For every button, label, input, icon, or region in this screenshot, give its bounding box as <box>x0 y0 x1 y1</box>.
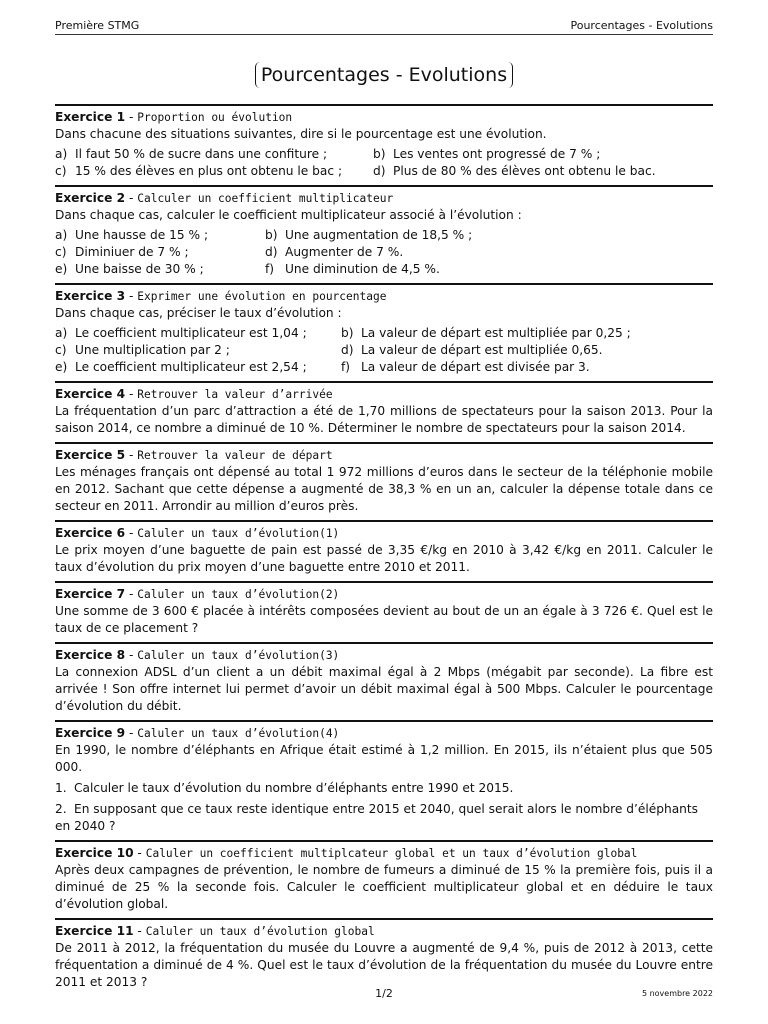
exercise-number: Exercice 3 <box>55 289 126 303</box>
exercise-list <box>55 104 713 996</box>
list-item: d) Plus de 80 % des élèves ont obtenu le bac. <box>373 164 656 178</box>
exercise-number: Exercice 2 <box>55 191 126 205</box>
header-class: Première STMG <box>55 19 140 32</box>
exercise-text: Après deux campagnes de prévention, le nombre de fumeurs a diminué de 15 % la première fois, puis il a diminué de 25 % la seconde fois. Calculer le coefficient multiplicateur global et en déduire le taux d’évolution global. <box>55 863 713 911</box>
numbered-list <box>55 780 713 835</box>
page-title: Pourcentages - Evolutions <box>255 62 513 88</box>
exercise-8: Exercice 8 - Caluler un taux d’évolution(3) La connexion ADSL d’un client a un débit maximal égal à 2 Mbps (mégabit par seconde). La fibre est arrivée ! Son offre internet lui permet d’avoir un débit maximal égal à 500 Mbps. Calculer le pourcentage d’évolution du débit. <box>55 642 713 715</box>
list-item: f) La valeur de départ est divisée par 3. <box>341 360 590 374</box>
exercise-subtitle: Calculer un coefficient multiplicateur <box>137 192 394 205</box>
item-grid <box>55 325 713 376</box>
exercise-subtitle: Exprimer une évolution en pourcentage <box>137 290 387 303</box>
exercise-7: Exercice 7 - Caluler un taux d’évolution(2) Une somme de 3 600 € placée à intérêts composées devient au bout de un an égale à 3 726 €. Quel est le taux de ce placement ? <box>55 581 713 637</box>
item-grid <box>55 146 713 180</box>
page-number: 1/2 <box>375 987 393 1000</box>
exercise-number: Exercice 6 <box>55 526 126 540</box>
exercise-number: Exercice 5 <box>55 448 126 462</box>
list-item: a) Une hausse de 15 % ; <box>55 228 209 242</box>
exercise-subtitle: Proportion ou évolution <box>137 111 293 124</box>
list-item: 2. En supposant que ce taux reste identique entre 2015 et 2040, quel serait alors le nombre d’éléphants en 2040 ? <box>55 802 699 833</box>
exercise-number: Exercice 9 <box>55 726 126 740</box>
item-grid <box>55 227 713 278</box>
exercise-text: La connexion ADSL d’un client a un débit maximal égal à 2 Mbps (mégabit par seconde). La fibre est arrivée ! Son offre internet lui permet d’avoir un débit maximal égal à 500 Mbps. Calculer le pourcentage d’évolution du débit. <box>55 665 713 713</box>
list-item: b) Une augmentation de 18,5 % ; <box>265 228 473 242</box>
list-item: d) La valeur de départ est multipliée 0,65. <box>341 343 603 357</box>
exercise-subtitle: Retrouver la valeur de départ <box>137 449 333 462</box>
exercise-text: Une somme de 3 600 € placée à intérêts composées devient au bout de un an égale à 3 726 €. Quel est le taux de ce placement ? <box>55 604 713 635</box>
exercise-number: Exercice 11 <box>55 924 134 938</box>
exercise-subtitle: Caluler un taux d’évolution(4) <box>137 727 340 740</box>
exercise-intro: Dans chaque cas, préciser le taux d’évolution : <box>55 306 342 320</box>
exercise-number: Exercice 7 <box>55 587 126 601</box>
exercise-intro: Dans chaque cas, calculer le coefficient multiplicateur associé à l’évolution : <box>55 208 522 222</box>
exercise-subtitle: Caluler un taux d’évolution global <box>145 925 375 938</box>
list-item: a) Le coefficient multiplicateur est 1,04 ; <box>55 326 307 340</box>
exercise-subtitle: Caluler un taux d’évolution(2) <box>137 588 340 601</box>
title-wrap <box>0 62 768 88</box>
list-item: e) Une baisse de 30 % ; <box>55 262 204 276</box>
list-item: b) Les ventes ont progressé de 7 % ; <box>373 147 601 161</box>
exercise-text: Le prix moyen d’une baguette de pain est passé de 3,35 €/kg en 2010 à 3,42 €/kg en 2011. Calculer le taux d’évolution du prix moyen d’une baguette entre 2010 et 2011. <box>55 543 713 574</box>
exercise-number: Exercice 1 <box>55 110 126 124</box>
exercise-number: Exercice 4 <box>55 387 126 401</box>
exercise-number: Exercice 8 <box>55 648 126 662</box>
footer-date: 5 novembre 2022 <box>641 989 713 998</box>
list-item: d) Augmenter de 7 %. <box>265 245 404 259</box>
list-item: f) Une diminution de 4,5 %. <box>265 262 440 276</box>
exercise-text: La fréquentation d’un parc d’attraction a été de 1,70 millions de spectateurs pour la saison 2013. Pour la saison 2014, ce nombre a diminué de 10 %. Déterminer le nombre de spectateurs pour la saison 2014. <box>55 404 713 435</box>
exercise-intro: En 1990, le nombre d’éléphants en Afrique était estimé à 1,2 million. En 2015, ils n’étaient plus que 505 000. <box>55 743 713 774</box>
exercise-5: Exercice 5 - Retrouver la valeur de départ Les ménages français ont dépensé au total 1 972 millions d’euros dans le secteur de la téléphonie mobile en 2012. Sachant que cette dépense a augmenté de 38,3 % en un an, calculer la dépense totale dans ce secteur en 2011. Arrondir au million d’euros près. <box>55 442 713 515</box>
exercise-4: Exercice 4 - Retrouver la valeur d’arrivée La fréquentation d’un parc d’attraction a été de 1,70 millions de spectateurs pour la saison 2013. Pour la saison 2014, ce nombre a diminué de 10 %. Déterminer le nombre de spectateurs pour la saison 2014. <box>55 381 713 437</box>
exercise-number: Exercice 10 <box>55 846 134 860</box>
exercise-subtitle: Caluler un taux d’évolution(3) <box>137 649 340 662</box>
list-item: a) Il faut 50 % de sucre dans une confiture ; <box>55 147 328 161</box>
exercise-6: Exercice 6 - Caluler un taux d’évolution(1) Le prix moyen d’une baguette de pain est passé de 3,35 €/kg en 2010 à 3,42 €/kg en 2011. Calculer le taux d’évolution du prix moyen d’une baguette entre 2010 et 2011. <box>55 520 713 576</box>
header-topic: Pourcentages - Evolutions <box>570 19 713 32</box>
header-rule <box>55 34 713 35</box>
exercise-9: Exercice 9 - Caluler un taux d’évolution(4) En 1990, le nombre d’éléphants en Afrique était estimé à 1,2 million. En 2015, ils n’étaient plus que 505 000. 1. Calculer le taux d’évolution du nombre d’éléphants entre 1990 et 2015. 2. En supposant que ce taux reste identique entre 2015 et 2040, quel serait alors le nombre d’éléphants en 2040 ? <box>55 720 713 835</box>
exercise-2: Exercice 2 - Calculer un coefficient multiplicateur Dans chaque cas, calculer le coefficient multiplicateur associé à l’évolution : a) Une hausse de 15 % ; b) Une augmentation de 18,5 % ; c) Diminiuer de 7 % ; d) Augmenter de 7 %. e) Une baisse de 30 % ; f) Une diminution de 4,5 %. <box>55 185 713 278</box>
exercise-10: Exercice 10 - Caluler un coefficient multiplcateur global et un taux d’évolution global Après deux campagnes de prévention, le nombre de fumeurs a diminué de 15 % la première fois, puis il a diminué de 25 % la seconde fois. Calculer le coefficient multiplicateur global et en déduire le taux d’évolution global. <box>55 840 713 913</box>
list-item: c) Une multiplication par 2 ; <box>55 343 230 357</box>
list-item: c) Diminiuer de 7 % ; <box>55 245 189 259</box>
exercise-1: Exercice 1 - Proportion ou évolution Dans chacune des situations suivantes, dire si le pourcentage est une évolution. a) Il faut 50 % de sucre dans une confiture ; b) Les ventes ont progressé de 7 % ; c) 15 % des élèves en plus ont obtenu le bac ; d) Plus de 80 % des élèves ont obtenu le bac. <box>55 104 713 180</box>
list-item: c) 15 % des élèves en plus ont obtenu le bac ; <box>55 164 343 178</box>
exercise-text: Les ménages français ont dépensé au total 1 972 millions d’euros dans le secteur de la téléphonie mobile en 2012. Sachant que cette dépense a augmenté de 38,3 % en un an, calculer la dépense totale dans ce secteur en 2011. Arrondir au million d’euros près. <box>55 465 713 513</box>
list-item: b) La valeur de départ est multipliée par 0,25 ; <box>341 326 631 340</box>
list-item: e) Le coefficient multiplicateur est 2,54 ; <box>55 360 307 374</box>
exercise-text: De 2011 à 2012, la fréquentation du musée du Louvre a augmenté de 9,4 %, puis de 2012 à 2013, cette fréquentation a diminué de 4 %. Quel est le taux d’évolution de la fréquentation du musée du Louvre entre 2011 et 2013 ? <box>55 941 713 989</box>
exercise-3: Exercice 3 - Exprimer une évolution en pourcentage Dans chaque cas, préciser le taux d’évolution : a) Le coefficient multiplicateur est 1,04 ; b) La valeur de départ est multipliée par 0,25 ; c) Une multiplication par 2 ; d) La valeur de départ est multipliée 0,65. e) Le coefficient multiplicateur est 2,54 ; f) La valeur de départ est divisée par 3. <box>55 283 713 376</box>
exercise-subtitle: Retrouver la valeur d’arrivée <box>137 388 333 401</box>
exercise-subtitle: Caluler un taux d’évolution(1) <box>137 527 340 540</box>
list-item: 1. Calculer le taux d’évolution du nombre d’éléphants entre 1990 et 2015. <box>55 781 514 795</box>
exercise-subtitle: Caluler un coefficient multiplcateur global et un taux d’évolution global <box>145 847 638 860</box>
exercise-intro: Dans chacune des situations suivantes, dire si le pourcentage est une évolution. <box>55 127 547 141</box>
exercise-11: Exercice 11 - Caluler un taux d’évolution global De 2011 à 2012, la fréquentation du musée du Louvre a augmenté de 9,4 %, puis de 2012 à 2013, cette fréquentation a diminué de 4 %. Quel est le taux d’évolution de la fréquentation du musée du Louvre entre 2011 et 2013 ? <box>55 918 713 991</box>
